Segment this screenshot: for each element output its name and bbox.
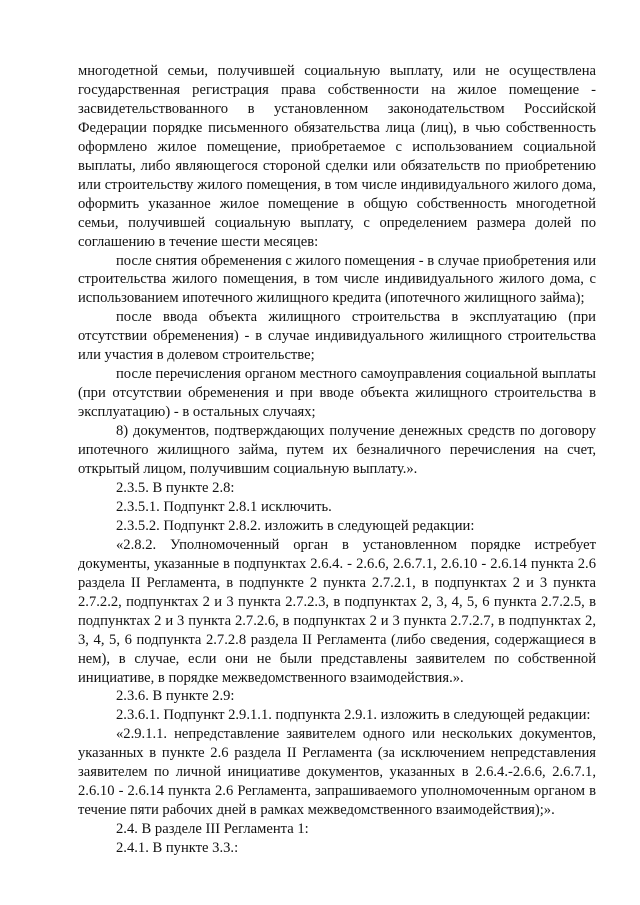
paragraph-2-8-2-quote: «2.8.2. Уполномоченный орган в установленном порядке истребует документы, указанные в подпунктах 2.6.4. - 2.6.6, 2.6.7.1, 2.6.10 - 2.6.14 пункта 2.6 раздела II Регламента, в подпункте 2 пункта 2.7.2.1, в подпунктах 2 и 3 пункта 2.7.2.2, подпунктах 2 и 3 пункта 2.7.2.3, в подпунктах 2, 3, 4, 5, 6 пункта 2.7.2.5, в подпунктах 2 и 3 пункта 2.7.2.6, в подпунктах 2 и 3 пункта 2.7.2.7, в подпунктах 2, 3, 4, 5, 6 подпункта 2.7.2.8 раздела II Регламента (либо сведения, содержащиеся в нем), в случае, если они не были представлены заявителем по собственной инициативе, в порядке межведомственного взаимодействия.». xyxy=(78,536,596,686)
paragraph-2-4: 2.4. В разделе III Регламента 1: xyxy=(116,821,309,838)
paragraph-item-8: 8) документов, подтверждающих получение денежных средств по договору ипотечного жилищного займа, путем их безналичного перечисления на счет, открытый лицом, получившим социальную выплату.». xyxy=(78,423,596,478)
paragraph-2-9-1-1-quote: «2.9.1.1. непредставление заявителем одного или нескольких документов, указанных в пункте 2.6 раздела II Регламента (за исключением непредставления заявителем по личной инициативе документов, указанных в 2.6.4.-2.6.6, 2.6.7.1, 2.6.10 - 2.6.14 пункта 2.6 Регламента, запрашиваемого уполномоченным органом в течение пяти рабочих дней в рамках межведомственного взаимодействия);». xyxy=(78,726,596,819)
paragraph-2-3-6: 2.3.6. В пункте 2.9: xyxy=(116,688,235,705)
paragraph-2-3-5: 2.3.5. В пункте 2.8: xyxy=(116,479,235,496)
paragraph-2-4-1: 2.4.1. В пункте 3.3.: xyxy=(116,840,239,857)
paragraph-2-3-5-1: 2.3.5.1. Подпункт 2.8.1 исключить. xyxy=(116,498,332,515)
paragraph-after-encumbrance-removal: после снятия обременения с жилого помещения - в случае приобретения или строительства жилого помещения, в том числе индивидуального жилого дома, с использованием ипотечного жилищного кредита (ипотечного жилищного займа); xyxy=(78,252,596,307)
paragraph-after-payment-transfer: после перечисления органом местного самоуправления социальной выплаты (при отсутствии обременения и при вводе объекта жилищного строительства в эксплуатацию) - в остальных случаях; xyxy=(78,366,596,421)
paragraph-2-3-5-2: 2.3.5.2. Подпункт 2.8.2. изложить в следующей редакции: xyxy=(116,517,475,534)
paragraph-after-commissioning: после ввода объекта жилищного строительства в эксплуатацию (при отсутствии обременения) - в случае индивидуального жилищного строительства или участия в долевом строительстве; xyxy=(78,309,596,364)
paragraph-2-3-6-1: 2.3.6.1. Подпункт 2.9.1.1. подпункта 2.9.1. изложить в следующей редакции: xyxy=(116,707,591,724)
paragraph-continuation: многодетной семьи, получившей социальную выплату, или не осуществлена государственная регистрация права собственности на жилое помещение - засвидетельствованного в установленном законодательством Российской Федерации порядке письменного обязательства лица (лиц), в чью собственность оформлено жилое помещение, приобретаемое с использованием социальной выплаты, либо являющегося стороной сделки или обязательств по приобретению или строительству жилого помещения, в том числе индивидуального жилого дома, оформить указанное жилое помещение в общую собственность многодетной семьи, получившей социальную выплату, с определением размера долей по соглашению в течение шести месяцев: xyxy=(78,63,596,250)
document-page xyxy=(78,62,596,858)
